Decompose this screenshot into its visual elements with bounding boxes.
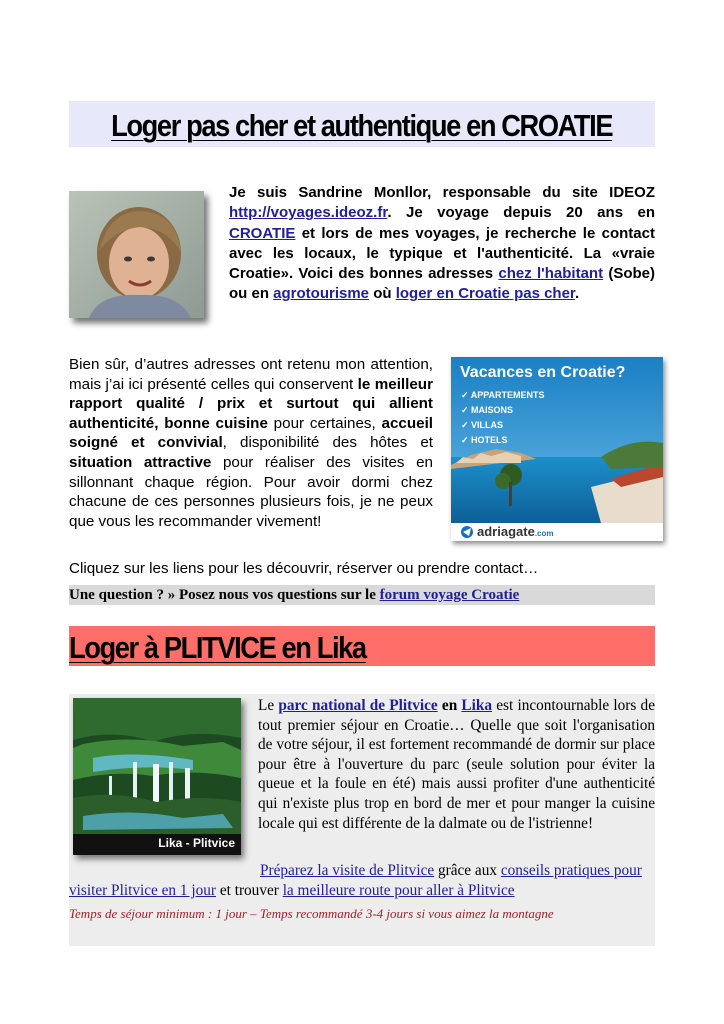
- plitvice-title-banner: [69, 626, 655, 666]
- para-bold: le meilleur rapport qualité / prix et surtout qui allient authenticité, bonne cuisine: [69, 375, 433, 432]
- para-bold: situation attractive: [69, 453, 212, 471]
- ad-item: ✓ APPARTEMENTS: [461, 390, 545, 400]
- recommendation-paragraph: [69, 355, 433, 531]
- site-link[interactable]: http://voyages.ideoz.fr: [229, 204, 388, 222]
- photo-caption: Lika - Plitvice: [158, 836, 235, 850]
- forum-link[interactable]: forum voyage Croatie: [379, 587, 520, 603]
- route-link[interactable]: la meilleure route pour aller à Plitvice: [282, 882, 515, 899]
- ad-item: ✓ MAISONS: [461, 405, 514, 415]
- page-title-banner: [69, 101, 655, 147]
- author-portrait: [69, 191, 204, 318]
- links-text: et trouver: [216, 882, 283, 899]
- intro-text: . Je voyage depuis 20 ans en: [387, 204, 655, 222]
- lika-link[interactable]: Lika: [461, 697, 493, 714]
- loger-pas-cher-link[interactable]: loger en Croatie pas cher: [395, 285, 575, 303]
- ad-item: ✓ HOTELS: [461, 435, 508, 445]
- adriagate-ad-banner[interactable]: [451, 357, 663, 541]
- para-text: en: [437, 697, 462, 714]
- section-title: Loger à PLITVICE en Lika: [69, 630, 366, 665]
- para-text: pour réaliser des visites en sillonnant chaque région. Pour avoir dormi chez chacune de ces personnes plusieurs fois, je ne peux que vous les recommander vivement!: [69, 453, 433, 530]
- intro-text: (Sobe) ou en: [229, 265, 655, 303]
- links-text: grâce aux: [434, 862, 501, 879]
- page-title: Loger pas cher et authentique en CROATIE: [111, 108, 613, 143]
- para-text: est incontournable lors de tout premier séjour en Croatie… Quelle que soit l'organisation de votre séjour, il est fortement recommandé de dormir sur place pour être à l'ouverture du parc (seule solution pour éviter la queue et la foule en été) mais aussi profiter d'une authenticité qui n'existe plus trop en bord de mer et pour manger la cuisine locale qui est différente de la dalmate ou de l'istrienne!: [258, 697, 655, 832]
- conseils-link[interactable]: conseils pratiques pour visiter Plitvice en 1 jour: [69, 862, 642, 899]
- prep-visite-link[interactable]: Préparez la visite de Plitvice: [260, 862, 435, 879]
- cta-text: Cliquez sur les liens pour les découvrir, réserver ou prendre contact…: [69, 560, 539, 577]
- plitvice-paragraph: [258, 696, 655, 833]
- para-text: , disponibilité des hôtes et: [222, 434, 433, 452]
- plitvice-links: [69, 861, 655, 901]
- intro-text: et lors de mes voyages, je recherche le contact avec les locaux, le typique et l'authenticité. La «vraie Croatie». Voici des bonnes adresses: [229, 224, 655, 283]
- para-bold: accueil soigné et convivial: [69, 414, 434, 452]
- intro-text: .: [574, 285, 580, 303]
- intro-text: Je suis Sandrine Monllor, responsable du site IDEOZ: [229, 184, 655, 201]
- parc-plitvice-link[interactable]: parc national de Plitvice: [278, 697, 438, 714]
- intro-paragraph: [229, 183, 655, 305]
- para-text: Le: [258, 697, 279, 714]
- para-text: Bien sûr, d’autres adresses ont retenu mon attention, mais j’ai ici présenté celles qui conservent: [69, 356, 433, 393]
- stay-duration-note: Temps de séjour minimum : 1 jour – Temps recommandé 3-4 jours si vous aimez la montagne: [69, 906, 554, 921]
- question-text: Une question ? » Posez nous vos questions sur le: [69, 587, 380, 603]
- plitvice-photo: [73, 698, 241, 855]
- ad-items: [461, 388, 545, 448]
- intro-text: où: [369, 285, 396, 303]
- agrotourisme-link[interactable]: agrotourisme: [273, 285, 370, 303]
- ad-item: ✓ VILLAS: [461, 420, 504, 430]
- ad-title: Vacances en Croatie?: [460, 364, 626, 381]
- question-bar: [69, 585, 655, 605]
- croatie-link[interactable]: CROATIE: [229, 224, 296, 242]
- ad-brand: adriagate.com: [477, 524, 554, 539]
- para-text: pour certaines,: [267, 414, 382, 432]
- chez-habitant-link[interactable]: chez l'habitant: [498, 265, 604, 283]
